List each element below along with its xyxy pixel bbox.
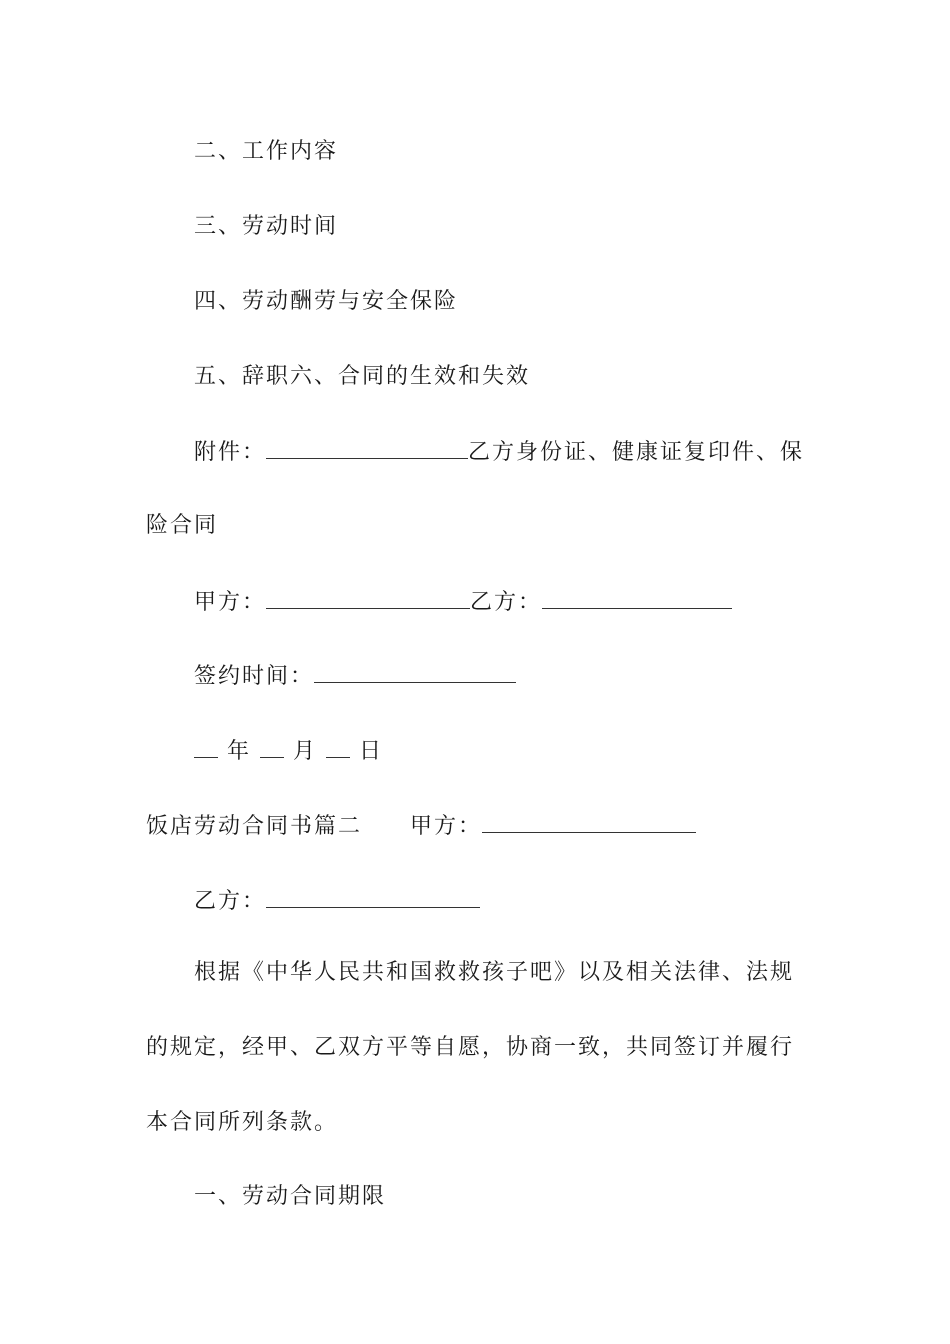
sign-time-label: 签约时间：	[194, 664, 315, 689]
attachment-text: 乙方身份证、健康证复印件、保	[468, 440, 805, 465]
party-a-blank[interactable]	[266, 586, 470, 609]
section-item-4: 四、劳动酬劳与安全保险	[194, 289, 459, 314]
date-line	[194, 735, 383, 767]
party-a-label: 甲方：	[194, 590, 267, 615]
attachment-label: 附件：	[194, 440, 267, 465]
party-b-blank[interactable]	[542, 586, 732, 609]
month-label: 月	[293, 739, 318, 764]
second-party-b-blank[interactable]	[266, 885, 480, 908]
section-item-2: 二、工作内容	[194, 139, 339, 164]
second-party-a-label: 甲方：	[410, 814, 483, 839]
year-blank[interactable]	[194, 735, 218, 758]
day-blank[interactable]	[326, 735, 350, 758]
year-label: 年	[227, 739, 252, 764]
sign-time-blank[interactable]	[314, 660, 516, 683]
preamble-line-2: 的规定，经甲、乙双方平等自愿，协商一致，共同签订并履行	[146, 1035, 795, 1060]
party-b-label: 乙方：	[470, 590, 543, 615]
preamble-line-3: 本合同所列条款。	[146, 1110, 339, 1135]
party-signature-line	[194, 586, 732, 618]
section-item-5: 五、辞职六、合同的生效和失效	[194, 364, 531, 389]
day-label: 日	[359, 739, 384, 764]
second-contract-title-line	[146, 810, 696, 842]
month-blank[interactable]	[260, 735, 284, 758]
second-party-b-label: 乙方：	[194, 889, 267, 914]
section-item-3: 三、劳动时间	[194, 214, 339, 239]
section-1-contract-term: 一、劳动合同期限	[194, 1184, 387, 1209]
attachment-blank[interactable]	[266, 436, 468, 459]
sign-time-line	[194, 660, 516, 692]
second-contract-title: 饭店劳动合同书篇二	[146, 814, 363, 839]
second-party-b-line	[194, 885, 480, 917]
attachment-continuation: 险合同	[146, 513, 219, 538]
second-party-a-blank[interactable]	[482, 810, 696, 833]
preamble-line-1: 根据《中华人民共和国救救孩子吧》以及相关法律、法规	[194, 960, 795, 985]
attachment-line	[194, 436, 804, 468]
